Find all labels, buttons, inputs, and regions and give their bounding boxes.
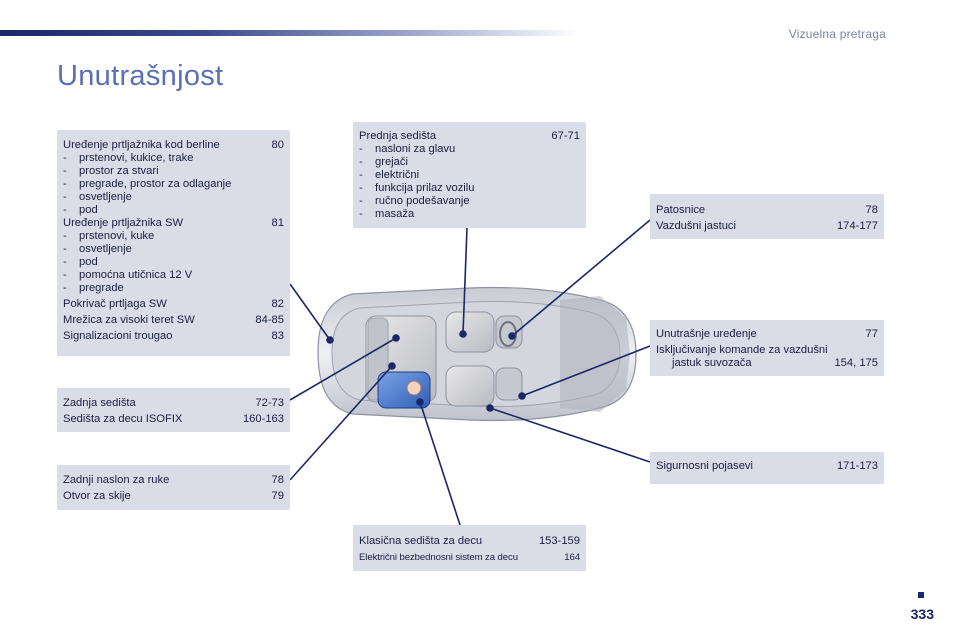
sub-item: - pomoćna utičnica 12 V (63, 269, 193, 281)
index-entry (63, 139, 284, 152)
sub-item: - prostor za stvari (63, 165, 159, 177)
index-entry (656, 220, 878, 233)
seat-belts-box (650, 452, 884, 484)
entry-label: Prednja sedišta (359, 130, 437, 142)
entry-page: 84-85 (255, 314, 284, 326)
index-entry (63, 217, 284, 230)
entry-label: Signalizacioni trougao (63, 330, 173, 342)
entry-label: jastuk suvozača (672, 357, 752, 369)
sub-item: - pod (63, 256, 98, 268)
entry-page: 67-71 (551, 130, 580, 142)
rear-seats-box (57, 388, 290, 432)
sub-item: - prstenovi, kuke (63, 230, 155, 242)
sub-item: - pregrade (63, 282, 124, 294)
sub-item: - pod (63, 204, 98, 216)
page-title: Unutrašnjost (57, 60, 224, 92)
entry-page: 72-73 (255, 397, 284, 409)
entry-label: Zadnji naslon za ruke (63, 474, 170, 486)
entry-page: 164 (564, 552, 580, 563)
entry-page: 174-177 (836, 220, 878, 232)
front-seats-box (353, 122, 586, 228)
index-entry (656, 344, 878, 370)
entry-label: Mrežica za visoki teret SW (63, 314, 195, 326)
entry-label: Isključivanje komande za vazdušni (656, 344, 828, 356)
sub-item: - osvetljenje (63, 191, 132, 203)
rear-armrest-box (57, 465, 290, 510)
section-name: Vizuelna pretraga (788, 27, 886, 41)
index-entry (63, 314, 284, 327)
entry-label: Uređenje prtljažnika kod berline (63, 139, 220, 151)
entry-page: 83 (271, 330, 284, 342)
entry-label: Uređenje prtljažnika SW (63, 217, 184, 229)
sub-item: - ručno podešavanje (359, 195, 470, 207)
entry-page: 153-159 (538, 535, 580, 547)
entry-page: 78 (865, 204, 878, 216)
interior-fittings-box (650, 320, 884, 376)
sub-item: - električni (359, 169, 420, 181)
sub-item: - osvetljenje (63, 243, 132, 255)
entry-page: 79 (271, 490, 284, 502)
index-entry (63, 474, 284, 487)
sub-item: - nasloni za glavu (359, 143, 456, 155)
entry-label: Unutrašnje uređenje (656, 328, 757, 340)
entry-label: Pokrivač prtljaga SW (63, 298, 167, 310)
entry-label: Patosnice (656, 204, 706, 216)
index-entry (656, 460, 878, 473)
index-entry (359, 130, 580, 143)
index-entry (359, 535, 580, 548)
entry-page: 171-173 (836, 460, 878, 472)
entry-page: 80 (271, 139, 284, 151)
sub-item: - grejači (359, 156, 408, 168)
index-entry (656, 328, 878, 341)
page-number: 333 (910, 606, 934, 622)
sub-item: - pregrade, prostor za odlaganje (63, 178, 232, 190)
sub-item: - masaža (359, 208, 415, 220)
entry-label: Sedišta za decu ISOFIX (63, 413, 183, 425)
entry-page: 82 (271, 298, 284, 310)
index-entry (63, 490, 284, 503)
entry-page: 160-163 (242, 413, 284, 425)
entry-label: Vazdušni jastuci (656, 220, 737, 232)
sub-item: - funkcija prilaz vozilu (359, 182, 475, 194)
index-entry (359, 551, 580, 564)
index-entry (63, 298, 284, 311)
child-seats-box (353, 525, 586, 571)
index-entry (63, 330, 284, 343)
entry-page: 78 (271, 474, 284, 486)
entry-page: 154, 175 (834, 357, 878, 369)
entry-label: Električni bezbednosni sistem za decu (359, 552, 518, 563)
entry-label: Otvor za skije (63, 490, 131, 502)
sub-item: - prstenovi, kukice, trake (63, 152, 194, 164)
page-marker (918, 592, 924, 598)
entry-label: Klasična sedišta za decu (359, 535, 483, 547)
entry-page: 77 (865, 328, 878, 340)
entry-page: 81 (271, 217, 284, 229)
index-entry (63, 397, 284, 410)
entry-label: Zadnja sedišta (63, 397, 136, 409)
mats-airbags-box (650, 194, 884, 239)
index-entry (63, 413, 284, 426)
entry-label: Sigurnosni pojasevi (656, 460, 754, 472)
trunk-fittings-box (57, 130, 290, 356)
index-entry (656, 204, 878, 217)
